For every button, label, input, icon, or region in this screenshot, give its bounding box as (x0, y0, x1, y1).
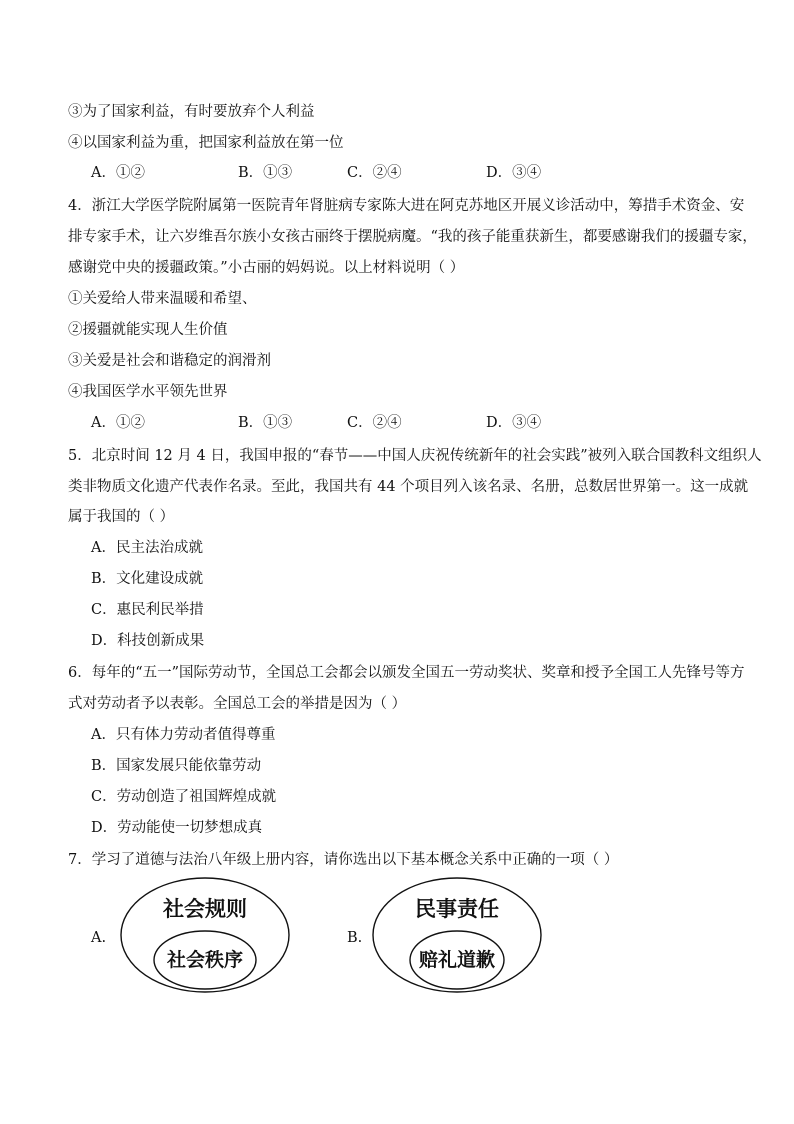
q7-stem-line-1: 7．学习了道德与法治八年级上册内容，请你选出以下基本概念关系中正确的一项（ ） (68, 852, 619, 868)
q5-option-d[interactable]: D．科技创新成果 (91, 633, 205, 649)
q4-stem-line-3: 感谢党中央的援疆政策。”小古丽的妈妈说。以上材料说明（ ） (68, 260, 465, 276)
option-c[interactable]: C．②④ (347, 165, 402, 181)
option-d[interactable]: D．③④ (486, 165, 542, 181)
q4-option-a[interactable]: A．①② (91, 415, 145, 431)
q4-option-c[interactable]: C．②④ (347, 415, 402, 431)
q4-stem-line-2: 排专家手术，让六岁维吾尔族小女孩古丽终于摆脱病魔。“我的孩子能重获新生，都要感谢我们的援疆专家， (68, 229, 757, 245)
q5-stem-line-3: 属于我国的（ ） (68, 509, 175, 525)
venn-diagram-b[interactable] (370, 875, 550, 1000)
q6-stem-line-2: 式对劳动者予以表彰。全国总工会的举措是因为（ ） (68, 696, 407, 712)
outer-label: 民事责任 (415, 896, 499, 921)
q6-stem-line-1: 6．每年的“五一”国际劳动节，全国总工会都会以颁发全国五一劳动奖状、奖章和授予全国工人先锋号等方 (68, 665, 745, 681)
inner-label: 社会秩序 (166, 949, 244, 971)
q4-statement-1: ①关爱给人带来温暖和希望、 (68, 291, 257, 307)
q4-statement-2: ②援疆就能实现人生价值 (68, 322, 228, 338)
q5-stem-line-2: 类非物质文化遗产代表作名录。至此，我国共有 44 个项目列入该名录、名册，总数居世界第一。这一成就 (68, 479, 749, 495)
statement-4: ④以国家利益为重，把国家利益放在第一位 (68, 135, 344, 151)
q4-statement-4: ④我国医学水平领先世界 (68, 384, 228, 400)
q5-option-a[interactable]: A．民主法治成就 (91, 540, 203, 556)
option-b[interactable]: B．①③ (238, 165, 293, 181)
q6-option-c[interactable]: C．劳动创造了祖国辉煌成就 (91, 789, 277, 805)
q4-option-d[interactable]: D．③④ (486, 415, 542, 431)
option-a[interactable]: A．①② (91, 165, 145, 181)
q4-stem-line-1: 4．浙江大学医学院附属第一医院青年肾脏病专家陈大进在阿克苏地区开展义诊活动中，筹措手术资金、安 (68, 198, 745, 214)
venn-diagram-a[interactable] (118, 875, 298, 1000)
outer-label: 社会规则 (163, 896, 247, 921)
q6-option-d[interactable]: D．劳动能使一切梦想成真 (91, 820, 263, 836)
q6-option-a[interactable]: A．只有体力劳动者值得尊重 (91, 727, 276, 743)
q7-option-b-label[interactable]: B. (347, 930, 363, 946)
q5-option-b[interactable]: B．文化建设成就 (91, 571, 204, 587)
inner-label: 赔礼道歉 (418, 949, 496, 971)
q4-statement-3: ③关爱是社会和谐稳定的润滑剂 (68, 353, 271, 369)
q5-option-c[interactable]: C．惠民利民举措 (91, 602, 204, 618)
q6-option-b[interactable]: B．国家发展只能依靠劳动 (91, 758, 262, 774)
q7-option-a-label[interactable]: A. (91, 930, 107, 946)
q5-stem-line-1: 5．北京时间 12 月 4 日，我国申报的“春节——中国人庆祝传统新年的社会实践”被列入联合国教科文组织人 (68, 448, 762, 464)
statement-3: ③为了国家利益，有时要放弃个人利益 (68, 104, 315, 120)
q4-option-b[interactable]: B．①③ (238, 415, 293, 431)
